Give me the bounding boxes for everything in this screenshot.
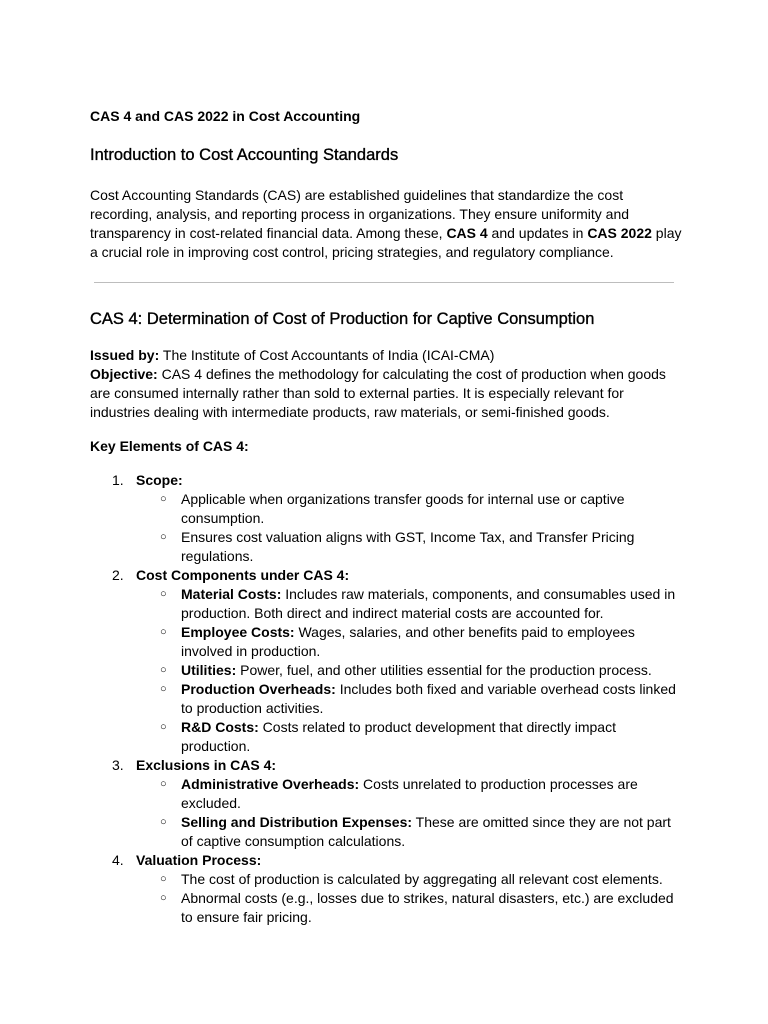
bullet-item <box>136 623 684 661</box>
section-item <box>90 566 684 756</box>
bullet-text: Ensures cost valuation aligns with GST, Income Tax, and Transfer Pricing regulations. <box>181 529 635 564</box>
intro-bold-cas4: CAS 4 <box>446 225 488 241</box>
intro-heading: Introduction to Cost Accounting Standards <box>90 146 399 164</box>
hollow-circle-bullet-icon: ○ <box>160 683 167 695</box>
section-title: Exclusions in CAS 4: <box>136 757 277 773</box>
hollow-circle-bullet-icon: ○ <box>160 493 167 505</box>
objective-value: CAS 4 defines the methodology for calculating the cost of production when goods are consumed internally rather than sold to external parties. It is especially relevant for industries dealing with intermediate products, raw materials, or semi-finished goods. <box>90 366 666 420</box>
bullet-text: The cost of production is calculated by aggregating all relevant cost elements. <box>181 871 663 887</box>
document-title: CAS 4 and CAS 2022 in Cost Accounting <box>90 108 361 124</box>
bullet-label: Administrative Overheads: <box>181 776 360 792</box>
bullet-label: R&D Costs: <box>181 719 259 735</box>
bullet-text: Includes both fixed and variable overhead costs linked to production activities. <box>181 681 676 716</box>
section-title: Cost Components under CAS 4: <box>136 567 350 583</box>
issued-by-label: Issued by: <box>90 347 160 363</box>
bullet-text: Includes raw materials, components, and consumables used in production. Both direct and indirect material costs are accounted for. <box>181 586 676 621</box>
key-elements-list <box>90 471 684 927</box>
hollow-circle-bullet-icon: ○ <box>160 892 167 904</box>
hollow-circle-bullet-icon: ○ <box>160 873 167 885</box>
section-item <box>90 756 684 851</box>
bullet-item <box>136 718 684 756</box>
bullet-text: Power, fuel, and other utilities essential for the production process. <box>236 662 652 678</box>
bullet-item <box>136 680 684 718</box>
bullet-list <box>136 775 684 851</box>
bullet-text: Costs related to product development that directly impact production. <box>181 719 616 754</box>
cas4-heading: CAS 4: Determination of Cost of Production for Captive Consumption <box>90 310 595 328</box>
objective-line <box>90 365 684 422</box>
bullet-label: Utilities: <box>181 662 237 678</box>
section-divider <box>94 282 674 283</box>
bullet-item <box>136 585 684 623</box>
hollow-circle-bullet-icon: ○ <box>160 778 167 790</box>
hollow-circle-bullet-icon: ○ <box>160 816 167 828</box>
intro-paragraph <box>90 186 684 262</box>
bullet-text: Costs unrelated to production processes are excluded. <box>181 776 638 811</box>
hollow-circle-bullet-icon: ○ <box>160 531 167 543</box>
bullet-list <box>136 870 684 927</box>
section-number: 1. <box>112 472 124 488</box>
bullet-label: Production Overheads: <box>181 681 336 697</box>
section-number: 2. <box>112 567 124 583</box>
section-title: Valuation Process: <box>136 852 262 868</box>
bullet-item <box>136 490 684 528</box>
cas4-meta <box>90 346 684 422</box>
bullet-list <box>136 585 684 756</box>
bullet-item <box>136 889 684 927</box>
objective-label: Objective: <box>90 366 158 382</box>
section-item <box>90 471 684 566</box>
bullet-label: Selling and Distribution Expenses: <box>181 814 413 830</box>
bullet-item <box>136 775 684 813</box>
intro-bold-cas2022: CAS 2022 <box>587 225 652 241</box>
intro-text-2: and updates in <box>487 225 588 241</box>
section-item <box>90 851 684 927</box>
bullet-label: Employee Costs: <box>181 624 295 640</box>
bullet-text: Abnormal costs (e.g., losses due to strikes, natural disasters, etc.) are excluded to ensure fair pricing. <box>181 890 674 925</box>
section-number: 3. <box>112 757 124 773</box>
bullet-item <box>136 870 684 889</box>
intro-text-3: play a crucial role in improving cost control, pricing strategies, and regulatory compliance. <box>90 225 682 260</box>
bullet-item <box>136 661 684 680</box>
hollow-circle-bullet-icon: ○ <box>160 664 167 676</box>
hollow-circle-bullet-icon: ○ <box>160 588 167 600</box>
key-elements-heading: Key Elements of CAS 4: <box>90 438 249 454</box>
bullet-text: Wages, salaries, and other benefits paid to employees involved in production. <box>181 624 635 659</box>
bullet-list <box>136 490 684 566</box>
section-number: 4. <box>112 852 124 868</box>
bullet-item <box>136 528 684 566</box>
hollow-circle-bullet-icon: ○ <box>160 626 167 638</box>
intro-text-1: Cost Accounting Standards (CAS) are established guidelines that standardize the cost recording, analysis, and reporting process in organizations. They ensure uniformity and transparency in cost-related financial data. Among these, <box>90 187 630 241</box>
bullet-item <box>136 813 684 851</box>
hollow-circle-bullet-icon: ○ <box>160 721 167 733</box>
issued-by-line <box>90 346 684 365</box>
bullet-text: These are omitted since they are not part of captive consumption calculations. <box>181 814 671 849</box>
section-title: Scope: <box>136 472 183 488</box>
bullet-text: Applicable when organizations transfer goods for internal use or captive consumption. <box>181 491 625 526</box>
issued-by-value: The Institute of Cost Accountants of India (ICAI-CMA) <box>159 347 495 363</box>
bullet-label: Material Costs: <box>181 586 282 602</box>
